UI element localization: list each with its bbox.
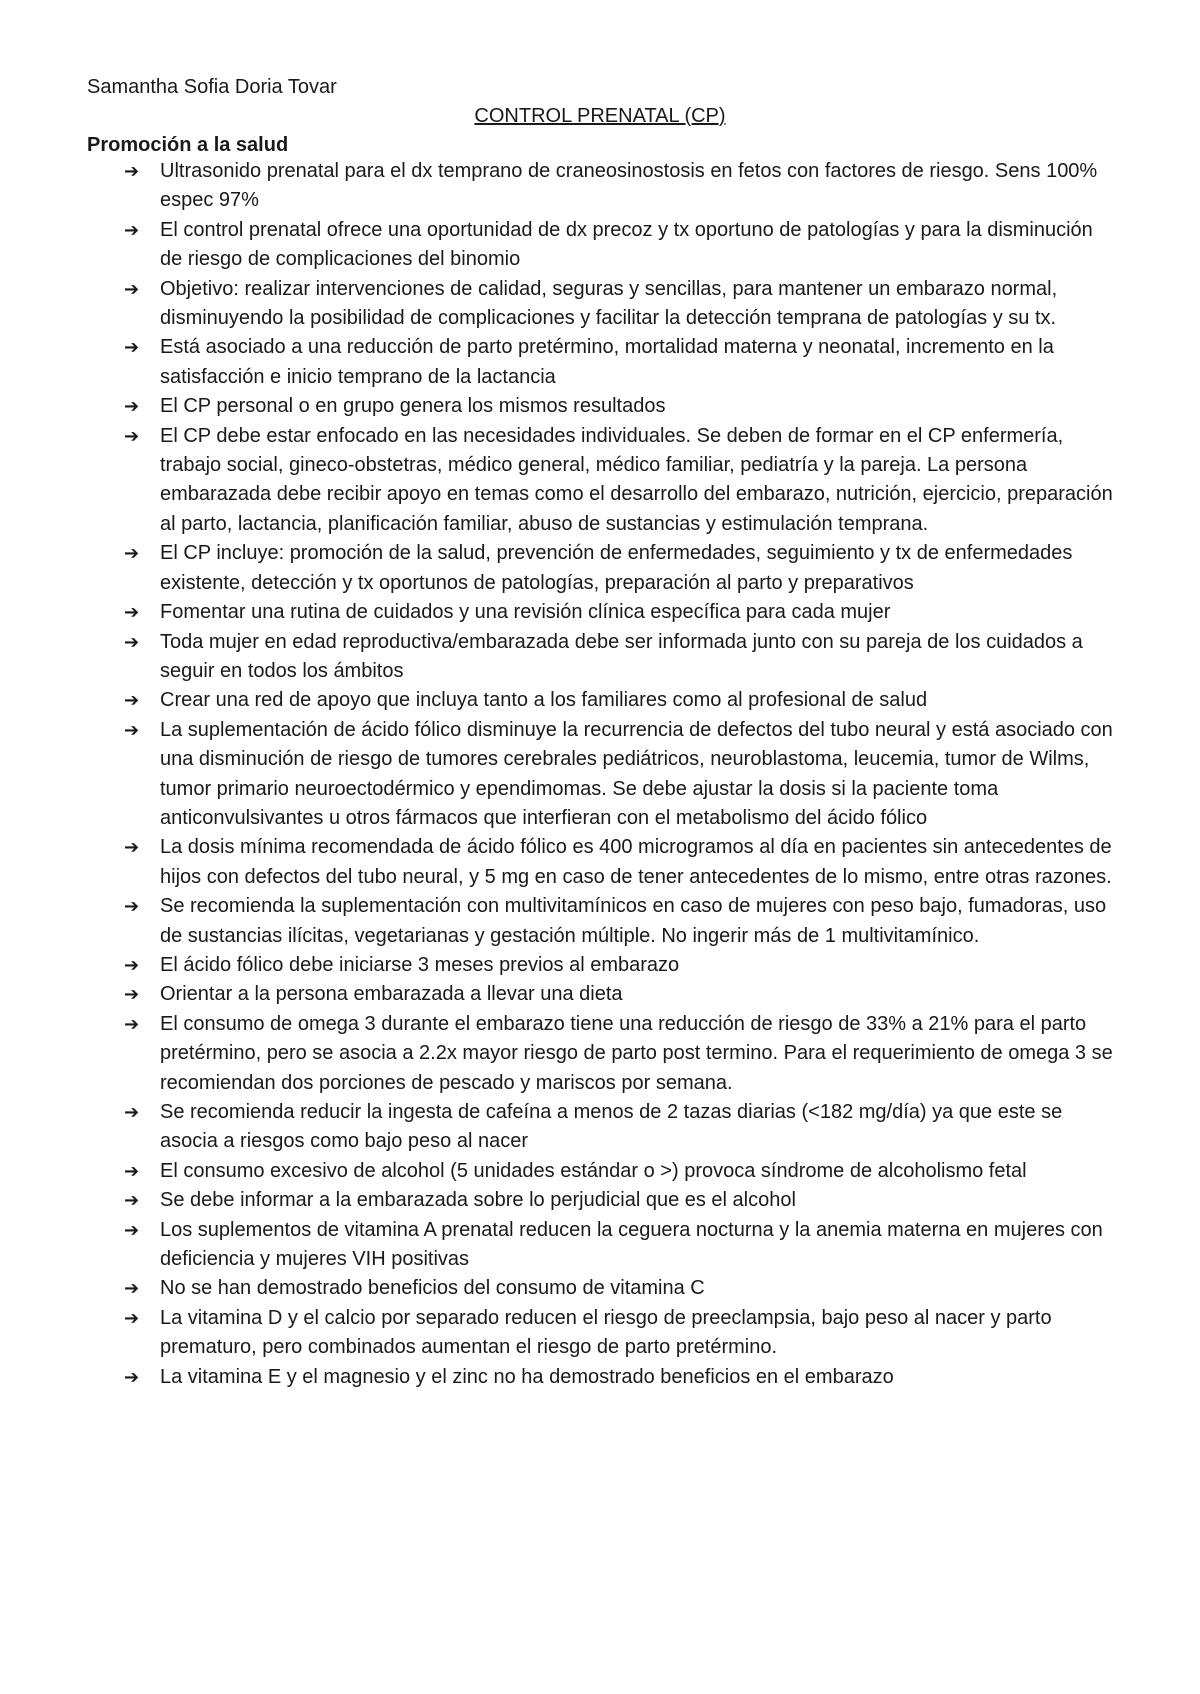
bullet-text: El CP incluye: promoción de la salud, prevención de enfermedades, seguimiento y tx de enfermedades existente, detección y tx oportunos de patologías, preparación al parto y preparativos	[160, 542, 1073, 594]
bullet-item	[0, 1098, 1120, 1157]
arrow-bullet-icon: ➔	[124, 719, 140, 741]
bullet-text: La suplementación de ácido fólico disminuye la recurrencia de defectos del tubo neural y está asociado con una disminución de riesgo de tumores cerebrales pediátricos, neuroblastoma, leucemia, tumor de Wilms, tumor primario neuroectodérmico y ependimomas. Se debe ajustar la dosis si la paciente toma anticonvulsivantes u otros fármacos que interfieran con el metabolismo del ácido fólico	[160, 718, 1113, 829]
bullet-text: No se han demostrado beneficios del consumo de vitamina C	[160, 1277, 705, 1300]
section-heading: Promoción a la salud	[87, 134, 289, 156]
bullet-item	[0, 1186, 1120, 1215]
bullet-text: Se recomienda la suplementación con multivitamínicos en caso de mujeres con peso bajo, fumadoras, uso de sustancias ilícitas, vegetarianas y gestación múltiple. No ingerir más de 1 multivitamínico.	[160, 895, 1107, 947]
bullet-text: El ácido fólico debe iniciarse 3 meses previos al embarazo	[160, 953, 680, 976]
bullet-text: La vitamina E y el magnesio y el zinc no ha demostrado beneficios en el embarazo	[160, 1365, 894, 1388]
bullet-text: Toda mujer en edad reproductiva/embarazada debe ser informada junto con su pareja de los cuidados a seguir en todos los ámbitos	[160, 630, 1083, 682]
arrow-bullet-icon: ➔	[124, 543, 140, 565]
arrow-bullet-icon: ➔	[124, 1219, 140, 1241]
bullet-item	[0, 951, 1120, 980]
bullet-item	[0, 1010, 1120, 1098]
bullet-item	[0, 598, 1120, 627]
arrow-bullet-icon: ➔	[124, 1366, 140, 1388]
document-title: CONTROL PRENATAL (CP)	[474, 105, 726, 127]
arrow-bullet-icon: ➔	[124, 837, 140, 859]
bullet-item	[0, 716, 1120, 834]
arrow-bullet-icon: ➔	[124, 602, 140, 624]
arrow-bullet-icon: ➔	[124, 1160, 140, 1182]
bullet-list	[0, 157, 1200, 1392]
bullet-item	[0, 157, 1120, 216]
arrow-bullet-icon: ➔	[124, 1190, 140, 1212]
arrow-bullet-icon: ➔	[124, 161, 140, 182]
arrow-bullet-icon: ➔	[124, 337, 140, 359]
bullet-item	[0, 1304, 1120, 1363]
arrow-bullet-icon: ➔	[124, 690, 140, 712]
bullet-text: Objetivo: realizar intervenciones de calidad, seguras y sencillas, para mantener un embarazo normal, disminuyendo la posibilidad de complicaciones y facilitar la detección temprana de patologías y su tx.	[160, 277, 1058, 330]
arrow-bullet-icon: ➔	[124, 396, 140, 418]
bullet-text: Se debe informar a la embarazada sobre lo perjudicial que es el alcohol	[160, 1189, 796, 1212]
bullet-item	[0, 422, 1120, 540]
author-name: Samantha Sofia Doria Tovar	[87, 76, 337, 98]
bullet-text: El consumo excesivo de alcohol (5 unidades estándar o >) provoca síndrome de alcoholismo fetal	[160, 1159, 1027, 1182]
bullet-item	[0, 333, 1120, 392]
bullet-item	[0, 1157, 1120, 1186]
bullet-text: Está asociado a una reducción de parto pretérmino, mortalidad materna y neonatal, incremento en la satisfacción e inicio temprano de la lactancia	[160, 336, 1054, 388]
bullet-item	[0, 892, 1120, 951]
bullet-item	[0, 1363, 1120, 1392]
bullet-text: Los suplementos de vitamina A prenatal reducen la ceguera nocturna y la anemia materna en mujeres con deficiencia y mujeres VIH positivas	[160, 1218, 1103, 1271]
bullet-text: La vitamina D y el calcio por separado reducen el riesgo de preeclampsia, bajo peso al nacer y parto prematuro, pero combinados aumentan el riesgo de parto pretérmino.	[160, 1306, 1052, 1359]
arrow-bullet-icon: ➔	[124, 1102, 140, 1123]
arrow-bullet-icon: ➔	[124, 631, 140, 653]
bullet-text: Ultrasonido prenatal para el dx temprano de craneosinostosis en fetos con factores de riesgo. Sens 100% espec 97%	[160, 160, 1098, 212]
bullet-item	[0, 628, 1120, 687]
bullet-item	[0, 833, 1120, 892]
bullet-text: Orientar a la persona embarazada a llevar una dieta	[160, 983, 623, 1006]
bullet-item	[0, 980, 1120, 1009]
bullet-item	[0, 392, 1120, 421]
bullet-item	[0, 275, 1120, 334]
arrow-bullet-icon: ➔	[124, 896, 140, 918]
arrow-bullet-icon: ➔	[124, 1278, 140, 1300]
arrow-bullet-icon: ➔	[124, 984, 140, 1006]
bullet-item	[0, 1274, 1120, 1303]
bullet-text: El consumo de omega 3 durante el embarazo tiene una reducción de riesgo de 33% a 21% para el parto pretérmino, pero se asocia a 2.2x mayor riesgo de parto post termino. Para el requerimiento de omega 3 se recomiendan dos porciones de pescado y mariscos por semana.	[160, 1012, 1113, 1094]
bullet-text: Crear una red de apoyo que incluya tanto a los familiares como al profesional de salud	[160, 689, 928, 712]
arrow-bullet-icon: ➔	[124, 1013, 140, 1035]
arrow-bullet-icon: ➔	[124, 954, 140, 976]
bullet-item	[0, 1216, 1120, 1275]
bullet-text: El control prenatal ofrece una oportunidad de dx precoz y tx oportuno de patologías y para la disminución de riesgo de complicaciones del binomio	[160, 218, 1093, 271]
arrow-bullet-icon: ➔	[124, 425, 140, 447]
bullet-text: El CP personal o en grupo genera los mismos resultados	[160, 395, 666, 418]
arrow-bullet-icon: ➔	[124, 1307, 140, 1329]
bullet-text: La dosis mínima recomendada de ácido fólico es 400 microgramos al día en pacientes sin antecedentes de hijos con defectos del tubo neural, y 5 mg en caso de tener antecedentes de lo mismo, entre otras razones.	[160, 836, 1112, 888]
bullet-text: El CP debe estar enfocado en las necesidades individuales. Se deben de formar en el CP enfermería, trabajo social, gineco-obstetras, médico general, médico familiar, pediatría y la pareja. La persona embarazada debe recibir apoyo en temas como el desarrollo del embarazo, nutrición, ejercicio, preparación al parto, lactancia, planificación familiar, abuso de sustancias y estimulación temprana.	[160, 424, 1113, 535]
arrow-bullet-icon: ➔	[124, 219, 140, 241]
arrow-bullet-icon: ➔	[124, 278, 140, 300]
bullet-item	[0, 686, 1120, 715]
bullet-item	[0, 216, 1120, 275]
bullet-item	[0, 539, 1120, 598]
bullet-text: Fomentar una rutina de cuidados y una revisión clínica específica para cada mujer	[160, 601, 891, 624]
bullet-text: Se recomienda reducir la ingesta de cafeína a menos de 2 tazas diarias (<182 mg/día) ya que este se asocia a riesgos como bajo peso al nacer	[160, 1101, 1063, 1153]
